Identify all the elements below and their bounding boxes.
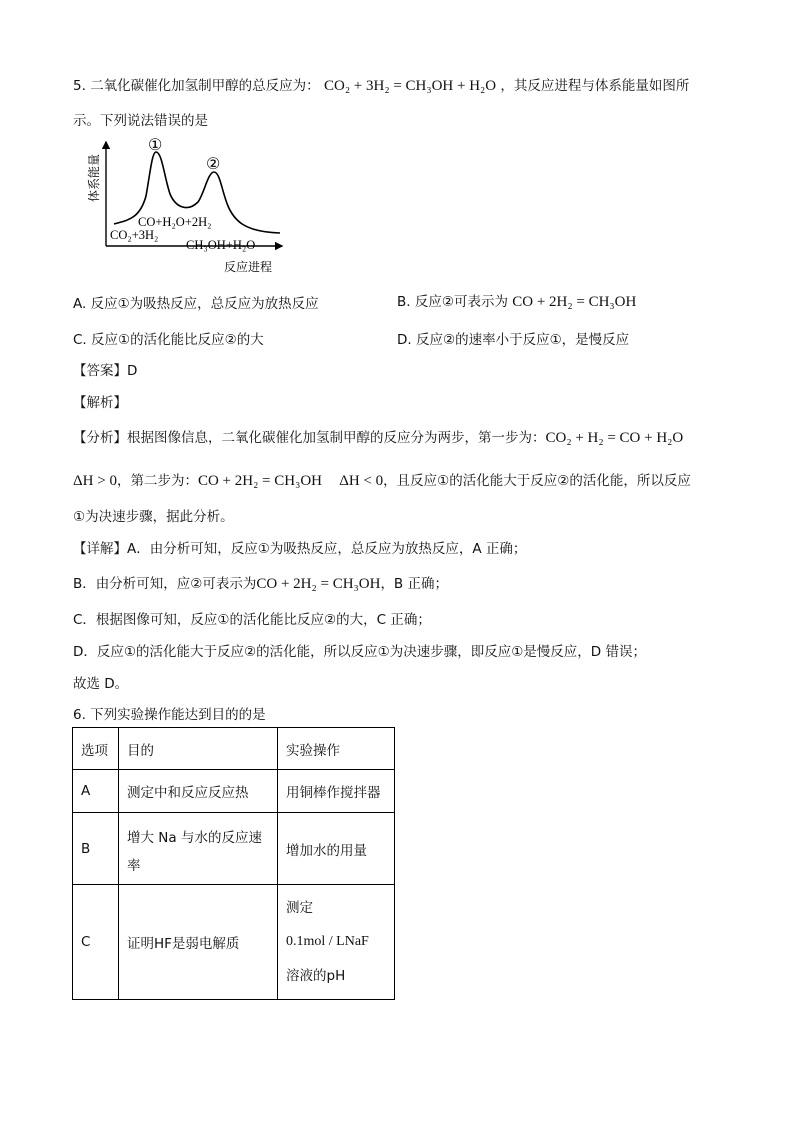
row-a-option: A [73,770,119,813]
header-option: 选项 [73,728,119,770]
row-c-operation: 测定 0.1mol / LNaF 溶液的pH [278,885,395,1000]
row-a-purpose: 测定中和反应反应热 [119,770,278,813]
detail-b: B．由分析可知，应②可表示为CO + 2H₂ = CH₃OH，B 正确； [73,576,448,592]
q5-stem-line1 [73,74,689,95]
q5-stem-part1: 二氧化碳催化加氢制甲醇的总反应为： [90,78,320,94]
row-b-purpose: 增大 Na 与水的反应速 率 [119,813,278,885]
row-b-operation: 增加水的用量 [278,813,395,885]
q5-number: 5. [73,78,86,94]
fenxi-label: 【分析】 [73,430,127,446]
fenxi-line3: ①为决速步骤，据此分析。 [73,509,234,525]
end-level-label: CH₃OH+H₂O [186,238,256,252]
analysis-heading: 【解析】 [73,395,127,411]
intermediate-level-label: CO+H₂O+2H₂ [138,215,212,229]
q5-option-c: C. 反应①的活化能比反应②的大 [73,332,264,348]
detail-b-equation: CO + 2H₂ = CH₃OH [256,576,381,592]
table-header-row [73,728,395,770]
conclusion: 故选 D。 [73,676,129,692]
fenxi-delta-h-1: ΔH > 0 [73,473,117,489]
answer-line [73,359,137,379]
fenxi-equation-2: CO + 2H₂ = CH₃OH [197,473,323,489]
row-b-option: B [73,813,119,885]
row-c-option: C [73,885,119,1000]
answer-value: D [127,363,138,379]
table-row [73,885,395,1000]
q5-total-equation: CO₂ + 3H₂ = CH₃OH + H₂O [323,78,497,94]
q6-table [72,727,395,1000]
detail-c: C．根据图像可知，反应①的活化能比反应②的大，C 正确； [73,612,431,628]
header-operation: 实验操作 [278,728,395,770]
fenxi-equation-1: CO₂ + H₂ = CO + H₂O [545,430,684,446]
x-axis-label: 反应进程 [224,260,273,274]
option-b-equation: CO + 2H₂ = CH₃OH [512,294,637,310]
q5-option-d: D. 反应②的速率小于反应①，是慢反应 [397,332,630,348]
peak-1-label: ① [148,137,163,154]
answer-label: 【答案】 [73,363,127,379]
q5-option-b: B. 反应②可表示为 CO + 2H₂ = CH₃OH [397,294,637,310]
row-a-operation: 用铜棒作搅拌器 [278,770,395,813]
start-level-label: CO₂+3H₂ [110,228,159,242]
fenxi-line1: 【分析】根据图像信息，二氧化碳催化加氢制甲醇的反应分为两步，第一步为：CO₂ + H₂ = CO + H₂O [73,430,684,446]
y-axis-label: 体系能量 [87,153,101,202]
detail-label: 【详解】 [73,541,127,557]
q6-stem: 6. 下列实验操作能达到目的的是 [73,707,266,723]
row-c-purpose: 证明HF是弱电解质 [119,885,278,1000]
detail-a: 【详解】A．由分析可知，反应①为吸热反应，总反应为放热反应，A 正确； [73,541,527,557]
table-row [73,770,395,813]
q5-option-a: A. 反应①为吸热反应，总反应为放热反应 [73,296,319,312]
peak-2-label: ② [206,156,221,173]
q5-stem-part2: ，其反应进程与体系能量如图所 [500,78,690,94]
fenxi-delta-h-2: ΔH < 0 [339,473,384,489]
header-purpose: 目的 [119,728,278,770]
fenxi-line2: ΔH > 0，第二步为：CO + 2H₂ = CH₃OH ΔH < 0，且反应①的活化能大于反应②的活化能，所以反应 [73,473,691,489]
table-row [73,813,395,885]
q5-stem-line2: 示。下列说法错误的是 [73,113,208,129]
energy-diagram [84,136,294,280]
detail-d: D．反应①的活化能大于反应②的活化能，所以反应①为决速步骤，即反应①是慢反应，D 错误； [73,644,646,660]
